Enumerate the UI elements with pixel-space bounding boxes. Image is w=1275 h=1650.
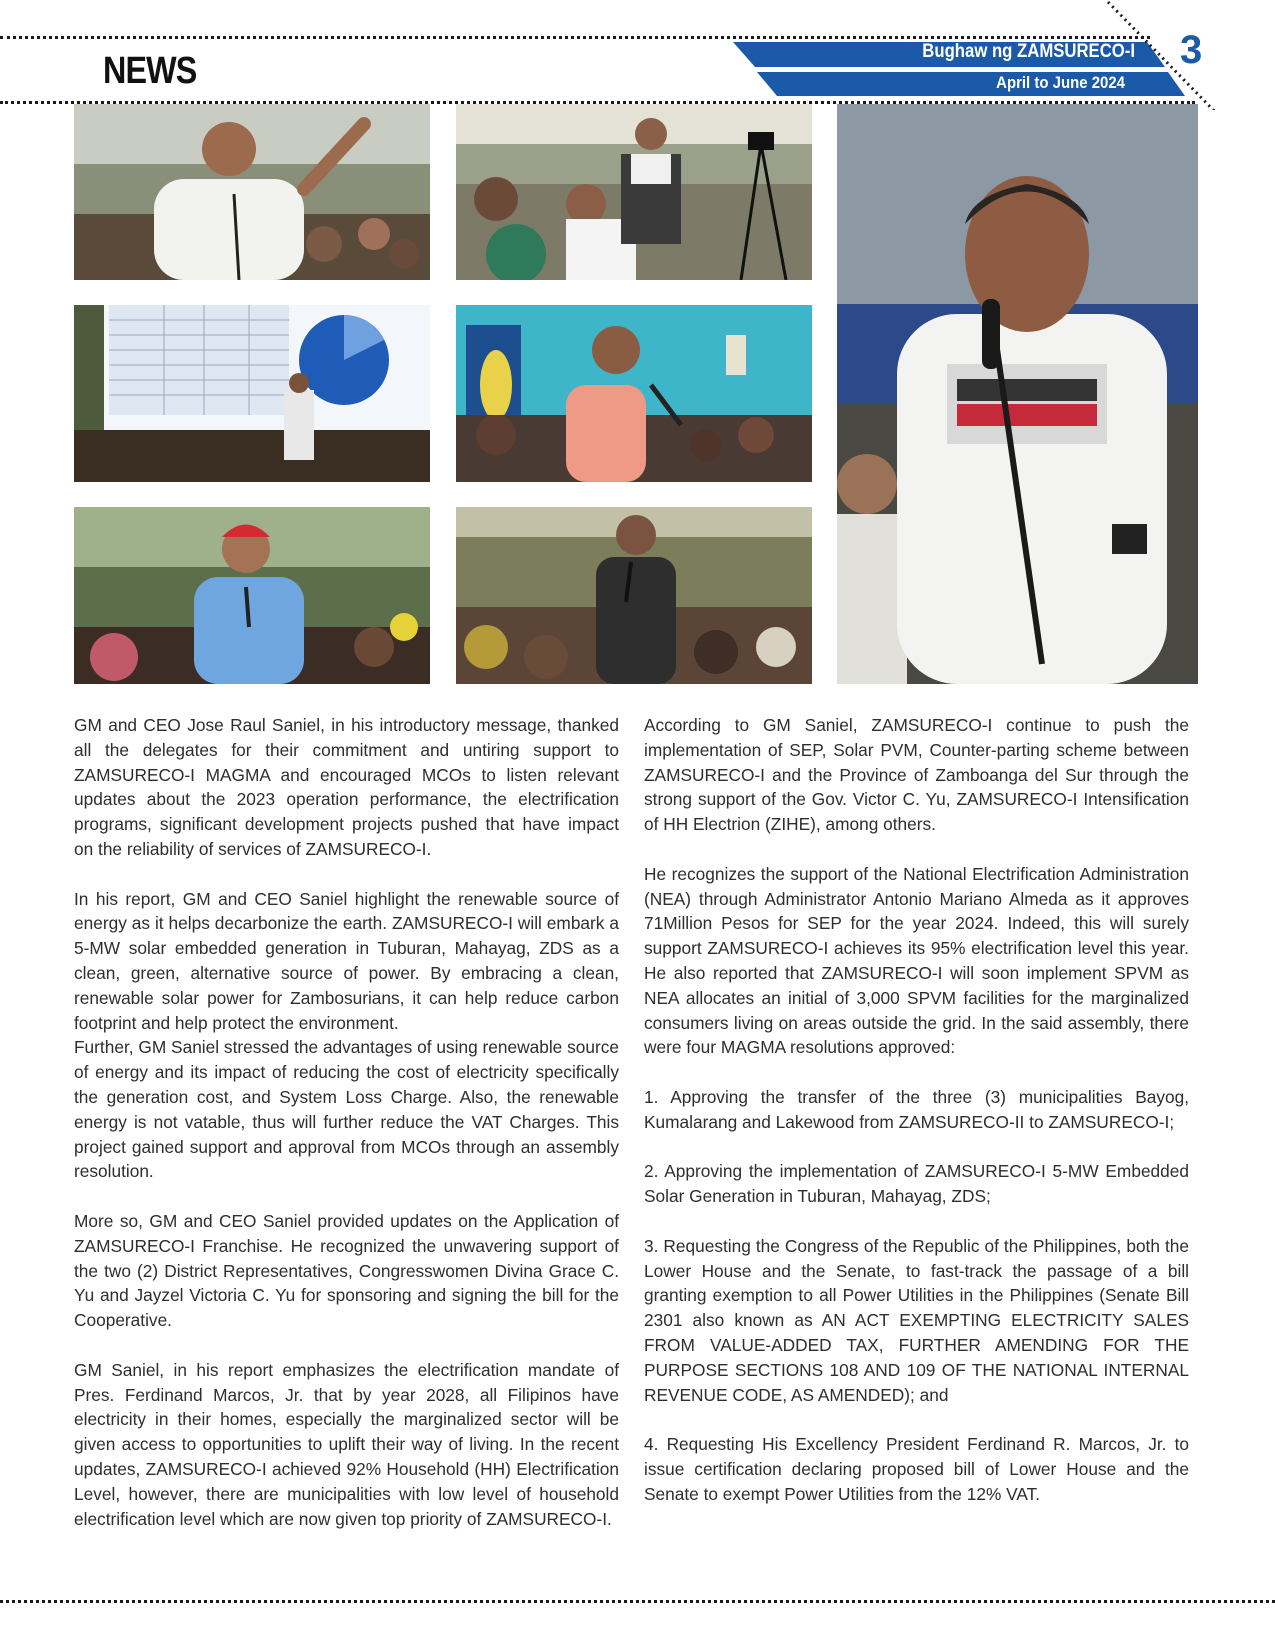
photo-speaker-pink-shirt (456, 305, 812, 482)
article-paragraph: Further, GM Saniel stressed the advantages of using renewable source of energy and its impact of reducing the cost of electricity specifically the generation cost, and System Loss Charge. Also, the renewable energy is not vatable, thus will further reduce the VAT Charges. This project gained support and approval from MCOs through an assembly resolution. (74, 1037, 619, 1182)
article-paragraph: He recognizes the support of the National Electrification Administration (NEA) through Administrator Antonio Mariano Almeda as it approves 71Million Pesos for SEP for the year 2024. Indeed, this will surely support ZAMSURECO-I achieves its 95% electrification level this year. He also reported that ZAMSURECO-I will soon implement SPVM as NEA allocates an initial of 3,000 SPVM facilities for the marginalized consumers living on areas outside the grid. In the said assembly, there were four MAGMA resolutions approved: (644, 863, 1189, 1058)
page-number: 3 (1180, 28, 1203, 72)
article-paragraph: According to GM Saniel, ZAMSURECO-I continue to push the implementation of SEP, Solar PVM, Counter-parting scheme between ZAMSURECO-I and the Province of Zamboanga del Sur through the strong support of the Gov. Victor C. Yu, ZAMSURECO-I Intensification of HH Electrion (ZIHE), among others. (644, 715, 1189, 835)
resolution-item: 4. Requesting His Excellency President Ferdinand R. Marcos, Jr. to issue certification declaring proposed bill of Lower House and the Senate to exempt Power Utilities from the 12% VAT. (644, 1434, 1189, 1504)
photo-speaker-all-star-shirt (837, 104, 1198, 684)
photo-speaker-red-cap (74, 507, 430, 684)
publication-name: Bughaw ng ZAMSURECO-I (922, 41, 1135, 62)
photo-speaker-crowd-camera (456, 104, 812, 280)
article-paragraph: GM Saniel, in his report emphasizes the electrification mandate of Pres. Ferdinand Marcos, Jr. that by year 2028, all Filipinos have electricity in their homes, especially the marginalized sector will be given access to opportunities to uplift their way of living. In the recent updates, ZAMSURECO-I achieved 92% Household (HH) Electrification Level, however, there are municipalities with low level of household electrification level which are now given top priority of ZAMSURECO-I. (74, 1359, 619, 1529)
header-banner (0, 0, 1275, 110)
article-column-right (644, 713, 1189, 1507)
resolution-item: 1. Approving the transfer of the three (3) municipalities Bayog, Kumalarang and Lakewood from ZAMSURECO-II to ZAMSURECO-I; (644, 1086, 1189, 1132)
article-paragraph: GM and CEO Jose Raul Saniel, in his introductory message, thanked all the delegates for their commitment and untiring support to ZAMSURECO-I MAGMA and encouraged MCOs to listen relevant updates about the 2023 operation performance, the electrification programs, significant development projects pushed that have impact on the reliability of services of ZAMSURECO-I. (74, 715, 619, 859)
section-title: NEWS (103, 50, 197, 92)
photo-presentation-slide (74, 305, 430, 482)
issue-date: April to June 2024 (996, 73, 1125, 92)
photo-speaker-raised-hand (74, 104, 430, 280)
footer-dotted-rule (0, 1600, 1275, 1603)
article-column-left (74, 713, 619, 1531)
resolution-item: 3. Requesting the Congress of the Republic of the Philippines, both the Lower House and the Senate, to fast-track the passage of a bill granting exemption to all Power Utilities in the Philippines (Senate Bill 2301 also known as AN ACT EXEMPTING ELECTRICITY SALES FROM VALUE-ADDED TAX, FURTHER AMENDING FOR THE PURPOSE SECTIONS 108 AND 109 OF THE NATIONAL INTERNAL REVENUE CODE, AS AMENDED); and (644, 1235, 1189, 1405)
article-paragraph: More so, GM and CEO Saniel provided updates on the Application of ZAMSURECO-I Franchise. He recognized the unwavering support of the two (2) District Representatives, Congresswomen Divina Grace C. Yu and Jayzel Victoria C. Yu for sponsoring and signing the bill for the Cooperative. (74, 1210, 619, 1331)
article-paragraph: In his report, GM and CEO Saniel highlight the renewable source of energy as it helps decarbonize the earth. ZAMSURECO-I will embark a 5-MW solar embedded generation in Tuburan, Mahayag, ZDS as a clean, green, alternative source of power. By embracing a clean, renewable solar power for Zambosurians, it can help reduce carbon footprint and help protect the environment. (74, 888, 619, 1033)
photo-speaker-dark-shirt (456, 507, 812, 684)
resolution-item: 2. Approving the implementation of ZAMSURECO-I 5-MW Embedded Solar Generation in Tuburan, Mahayag, ZDS; (644, 1161, 1189, 1207)
